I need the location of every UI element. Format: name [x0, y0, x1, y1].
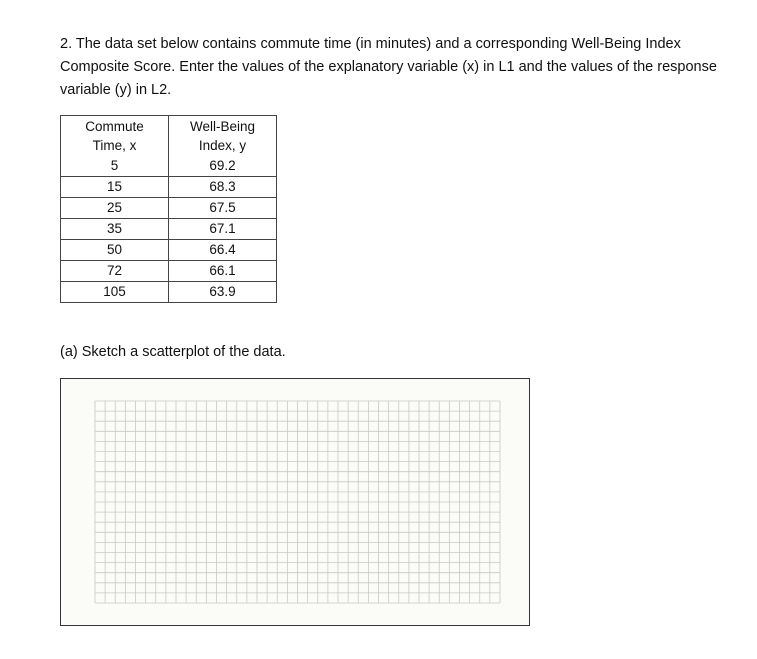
cell-y: 66.4 — [169, 240, 277, 261]
cell-x: 25 — [61, 198, 169, 219]
cell-y: 68.3 — [169, 177, 277, 198]
cell-x: 105 — [61, 282, 169, 303]
table-row — [61, 240, 277, 261]
cell-x: 50 — [61, 240, 169, 261]
header-y-line-2: Index, y — [198, 138, 247, 153]
question-line-2: Composite Score. Enter the values of the explanatory variable (x) in L1 and the values of the response — [60, 59, 717, 75]
cell-y: 67.1 — [169, 219, 277, 240]
cell-y: 69.2 — [169, 156, 277, 177]
part-a-prompt: (a) Sketch a scatterplot of the data. — [60, 344, 286, 360]
table-row — [61, 177, 277, 198]
data-table — [60, 115, 277, 303]
header-commute-time — [61, 116, 169, 157]
question-line-3: variable (y) in L2. — [60, 82, 172, 98]
cell-x: 15 — [61, 177, 169, 198]
question-line-1: 2. The data set below contains commute time (in minutes) and a corresponding Well-Being Index — [60, 36, 681, 52]
header-well-being-index — [169, 116, 277, 157]
table-header-row — [61, 116, 277, 157]
header-x-line-1: Commute — [85, 119, 144, 134]
cell-x: 5 — [61, 156, 169, 177]
blank-grid — [61, 379, 528, 624]
table-row — [61, 219, 277, 240]
cell-x: 72 — [61, 261, 169, 282]
table-row — [61, 282, 277, 303]
scatterplot-answer-box[interactable] — [60, 378, 530, 626]
cell-x: 35 — [61, 219, 169, 240]
cell-y: 66.1 — [169, 261, 277, 282]
cell-y: 67.5 — [169, 198, 277, 219]
table-row — [61, 261, 277, 282]
header-x-line-2: Time, x — [92, 138, 137, 153]
cell-y: 63.9 — [169, 282, 277, 303]
header-y-line-1: Well-Being — [189, 119, 256, 134]
table-row — [61, 198, 277, 219]
table-row — [61, 156, 277, 177]
question-text — [60, 33, 740, 102]
